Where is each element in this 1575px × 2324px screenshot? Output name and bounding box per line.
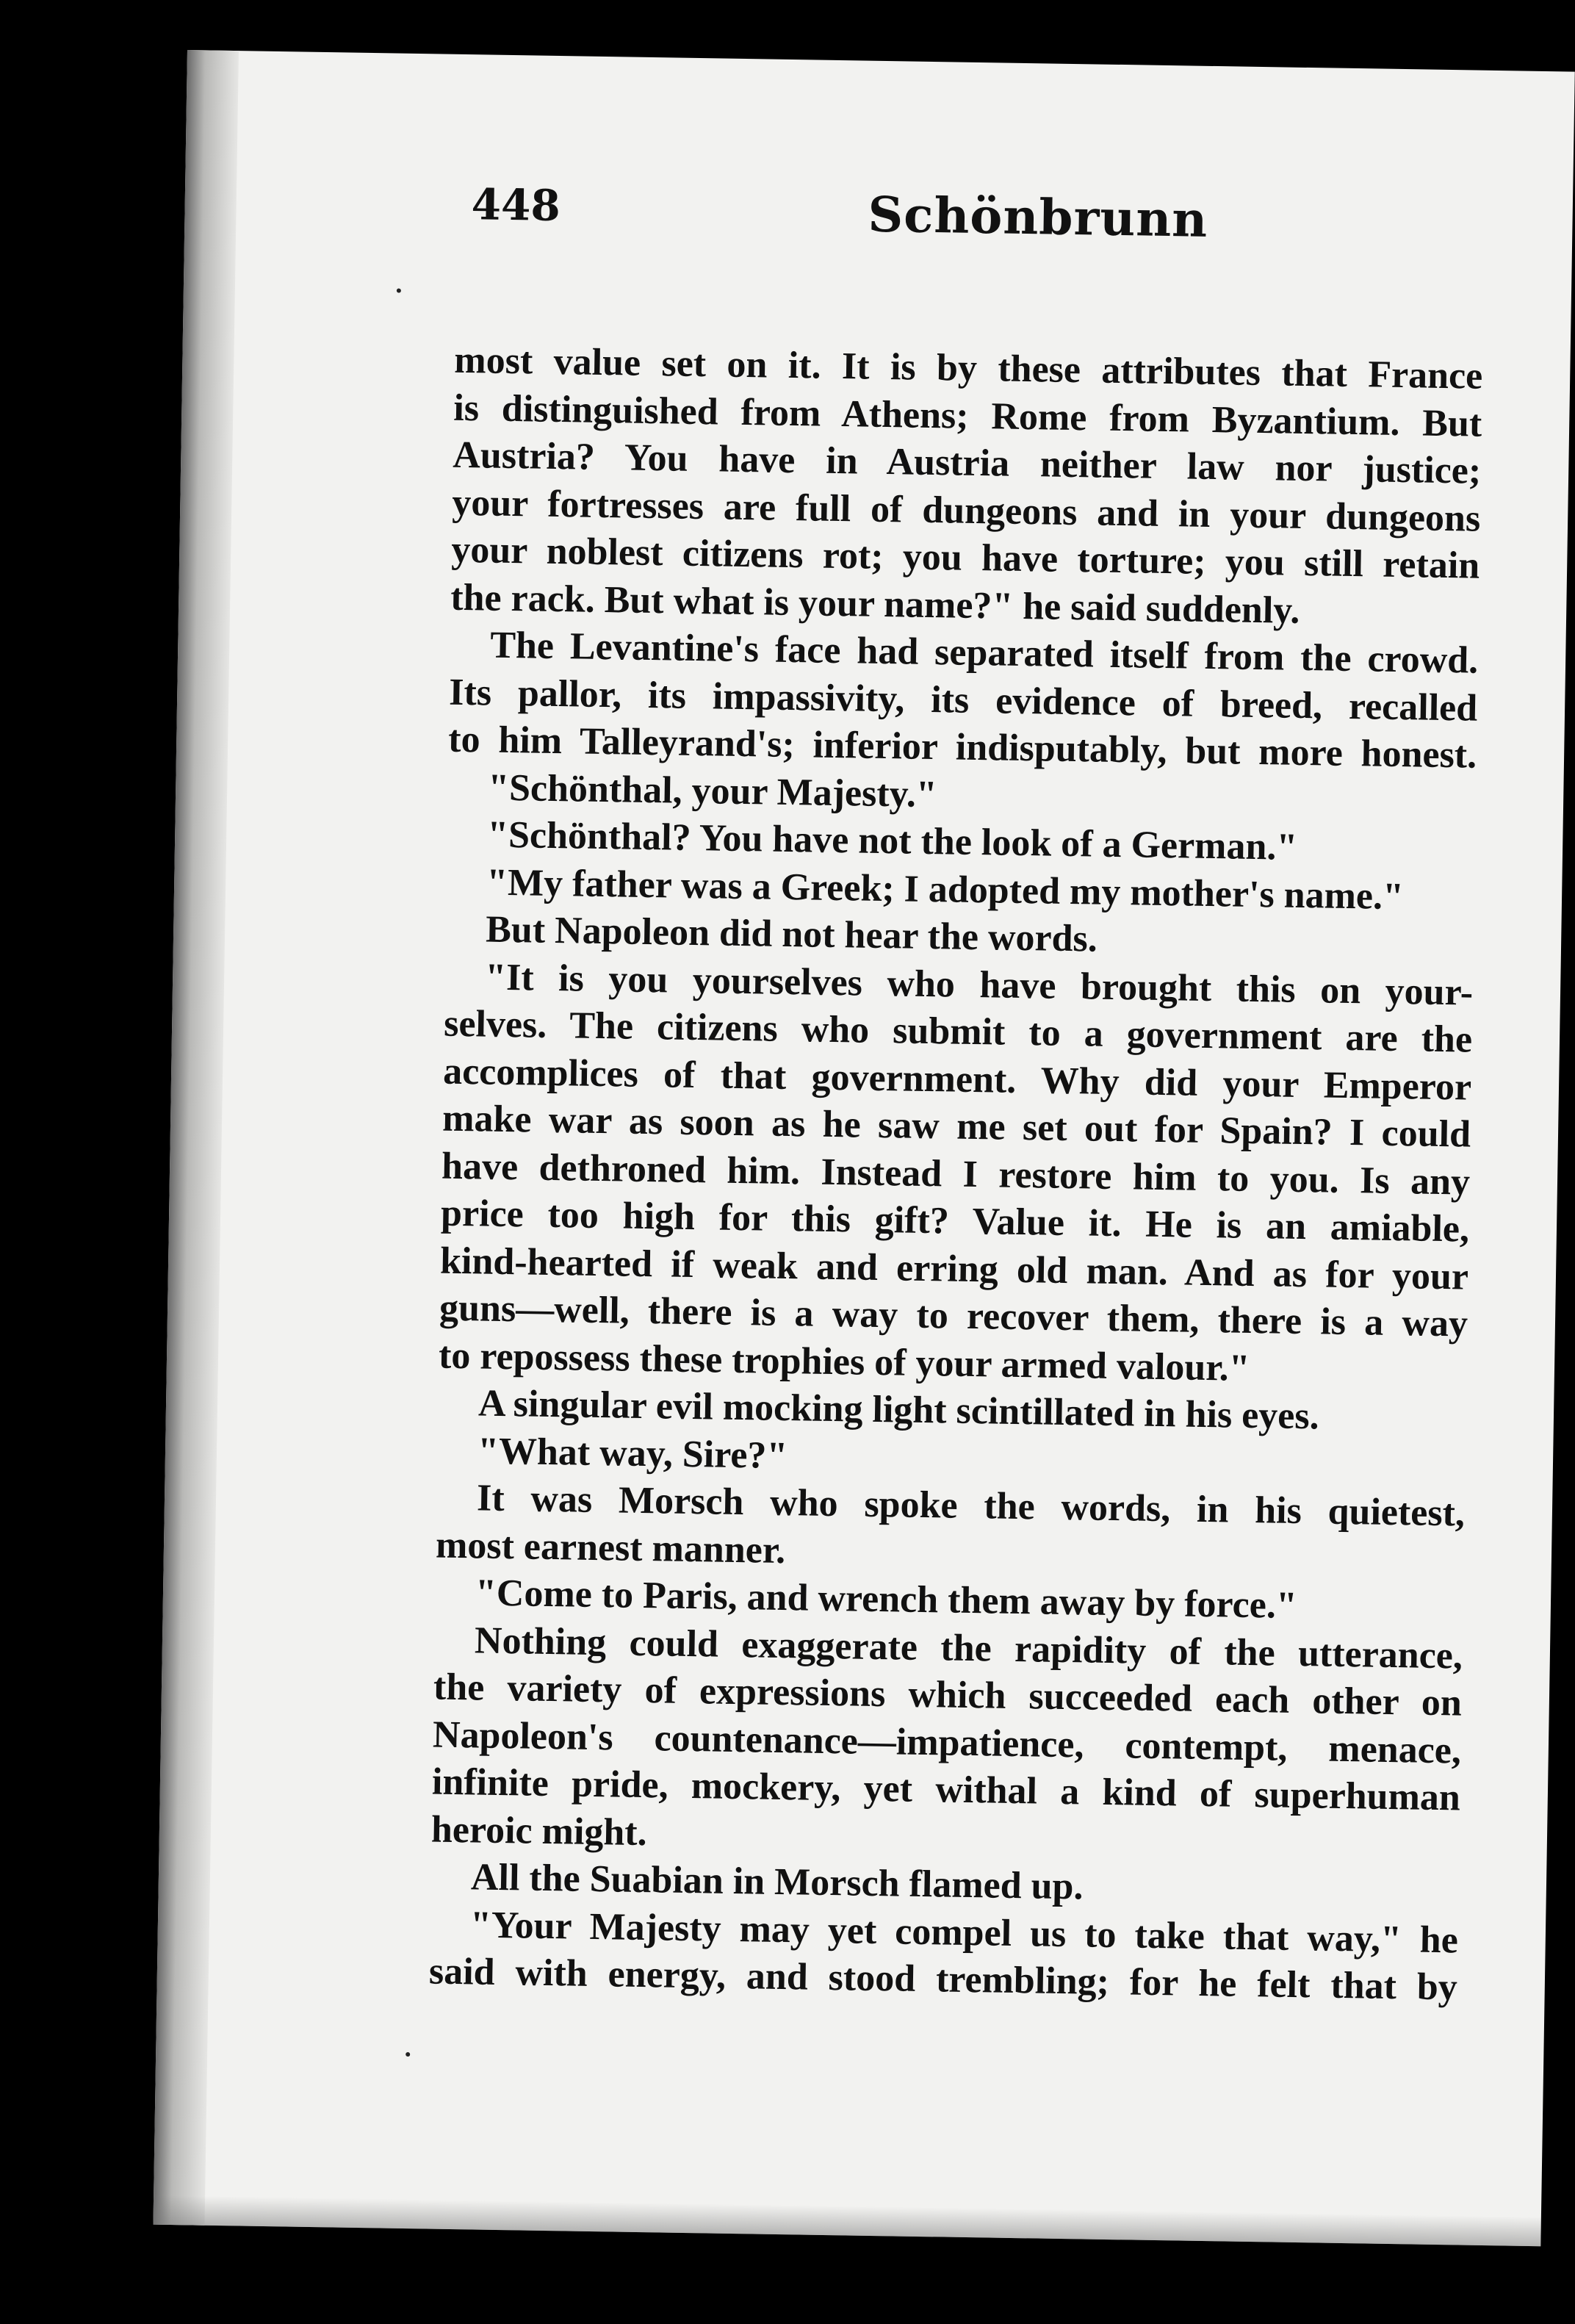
- text-line: infinite pride, mockery, yet withal a kind of superhuman: [431, 1760, 1461, 1819]
- text-line: "Schönthal, your Majesty.": [487, 766, 938, 816]
- text-line: the rack. But what is your name?" he said suddenly.: [450, 576, 1300, 632]
- text-line: "What way, Sire?": [477, 1429, 788, 1477]
- text-line: have dethroned him. Instead I restore him to you. Is any: [441, 1145, 1471, 1204]
- running-head-title: Schönbrunn: [867, 185, 1208, 248]
- text-line: price too high for this gift? Value it. He is an amiable,: [440, 1192, 1470, 1251]
- text-line: guns—well, there is a way to recover them, there is a way: [439, 1287, 1468, 1345]
- text-line: most earnest manner.: [435, 1524, 786, 1572]
- text-line: is distinguished from Athens; Rome from Byzantium. But: [453, 386, 1482, 445]
- page-bottom-shadow: [154, 2195, 1541, 2247]
- text-line: the variety of expressions which succeeded each other on: [433, 1666, 1463, 1724]
- text-line: make war as soon as he saw me set out for Spain? I could: [441, 1097, 1471, 1156]
- text-line: to repossess these trophies of your armed valour.": [438, 1334, 1250, 1389]
- text-line: "Your Majesty may yet compel us to take that way," he: [469, 1903, 1459, 1961]
- page-header: [470, 179, 1575, 287]
- text-line: to him Talleyrand's; inferior indisputably, but more honest.: [447, 718, 1477, 777]
- text-line: Austria? You have in Austria neither law nor justice;: [452, 433, 1482, 492]
- text-line: "It is you yourselves who have brought this on your-: [484, 956, 1474, 1014]
- text-line: your noblest citizens rot; you have torture; you still retain: [450, 528, 1480, 587]
- scan-speck: [406, 2052, 410, 2057]
- page-number: 448: [471, 179, 561, 231]
- text-line: But Napoleon did not hear the words.: [485, 908, 1098, 960]
- text-line: selves. The citizens who submit to a government are the: [443, 1002, 1473, 1061]
- text-line: "Come to Paris, and wrench them away by force.": [475, 1572, 1298, 1627]
- page-gutter-shadow: [154, 50, 239, 2226]
- body-text: [428, 337, 1482, 2012]
- text-line: "My father was a Greek; I adopted my mother's name.": [486, 861, 1405, 918]
- text-line: kind-hearted if weak and erring old man. And as for your: [439, 1240, 1469, 1298]
- text-line: said with energy, and stood trembling; for he felt that by: [428, 1950, 1458, 2009]
- text-line: heroic might.: [430, 1808, 648, 1854]
- text-line: most value set on it. It is by these attributes that France: [453, 339, 1483, 397]
- text-line: "Schönthal? You have not the look of a German.": [486, 813, 1298, 868]
- text-line: It was Morsch who spoke the words, in his quietest,: [476, 1477, 1466, 1535]
- text-line: Its pallor, its impassivity, its evidence of breed, recalled: [448, 671, 1478, 730]
- text-line: The Levantine's face had separated itself from the crowd.: [489, 624, 1479, 682]
- text-line: Nothing could exaggerate the rapidity of the utterance,: [474, 1619, 1463, 1677]
- text-line: Napoleon's countenance—impatience, contempt, menace,: [432, 1713, 1462, 1772]
- scan-speck: [397, 289, 401, 293]
- text-line: accomplices of that government. Why did your Emperor: [442, 1050, 1472, 1109]
- book-page: [154, 50, 1575, 2246]
- text-line: All the Suabian in Morsch flamed up.: [470, 1856, 1084, 1908]
- text-line: your fortresses are full of dungeons and in your dungeons: [451, 481, 1481, 540]
- text-line: A singular evil mocking light scintillated in his eyes.: [477, 1382, 1320, 1438]
